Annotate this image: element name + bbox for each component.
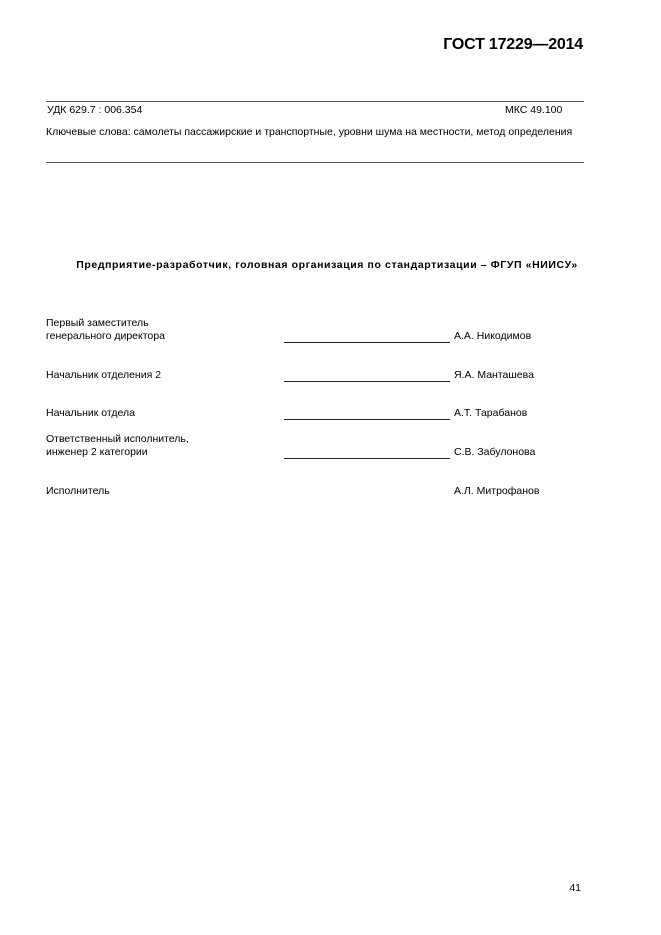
standard-designation: ГОСТ 17229—2014 [443,36,583,53]
signatory-position: Ответственный исполнитель, инженер 2 категории [46,433,189,458]
signature-row [46,429,584,459]
signature-row [46,468,584,498]
signatory-position: Начальник отдела [46,407,135,419]
signatory-name: Я.А. Манташева [454,369,534,381]
signatory-name: А.Л. Митрофанов [454,485,540,497]
bottom-rule [46,162,584,163]
signature-line [284,342,450,343]
organization-heading: Предприятие-разработчик, головная организация по стандартизации – ФГУП «НИИСУ» [76,259,578,271]
signature-line [284,381,450,382]
signatory-name: А.Т. Тарабанов [454,407,528,419]
top-rule [46,101,584,102]
signature-row [46,352,584,382]
signatory-position: Исполнитель [46,485,110,497]
signature-row [46,390,584,420]
mks-code: МКС 49.100 [505,104,563,116]
signatory-name: С.В. Забулонова [454,446,536,458]
signatory-name: А.А. Никодимов [454,330,532,342]
signatory-position: Начальник отделения 2 [46,369,162,381]
udk-code: УДК 629.7 : 006.354 [47,104,143,116]
signature-row [46,313,584,343]
page-number: 41 [569,882,581,894]
signature-line [284,458,450,459]
keywords: Ключевые слова: самолеты пассажирские и транспортные, уровни шума на местности, метод определения [46,126,573,138]
signatory-position: Первый заместитель генерального директора [46,317,165,342]
signature-line [284,419,450,420]
